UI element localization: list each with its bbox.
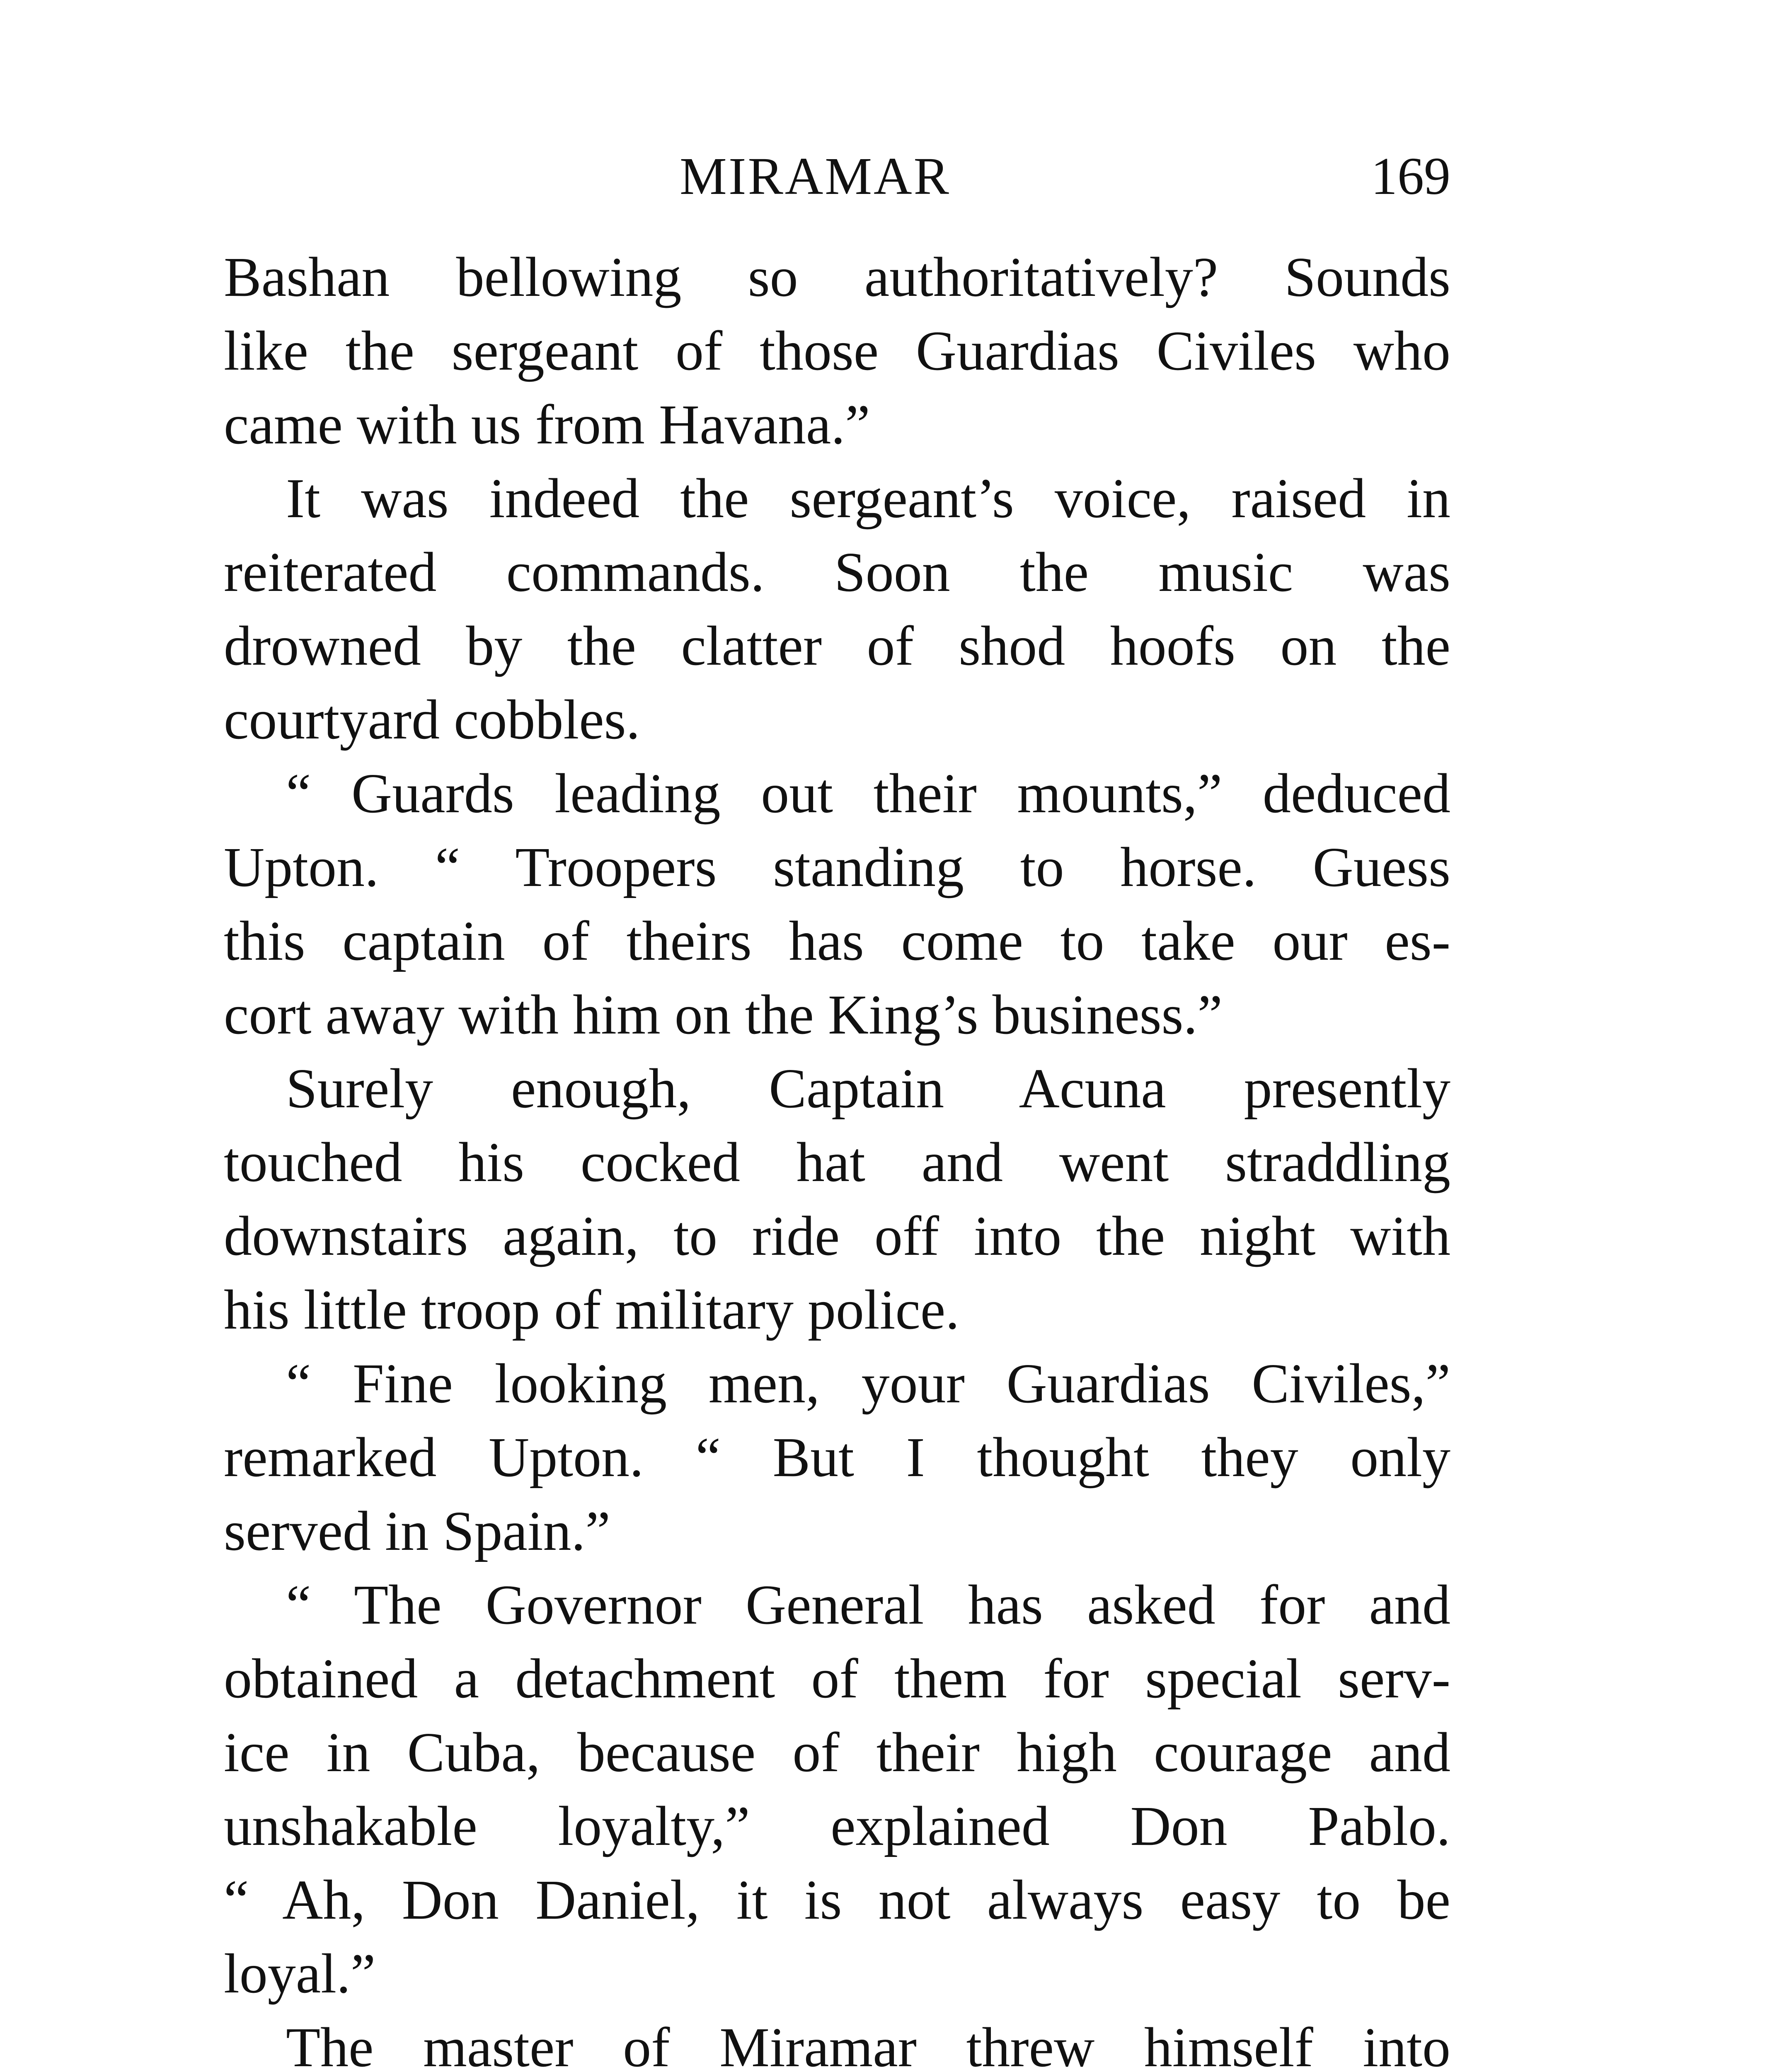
- text-line: downstairs again, to ride off into the night with: [224, 1205, 1450, 1267]
- text-line: cort away with him on the King’s business.”: [224, 984, 1223, 1046]
- text-line: It was indeed the sergeant’s voice, raised in: [286, 467, 1450, 530]
- text-line: touched his cocked hat and went straddling: [224, 1131, 1450, 1193]
- text-line: drowned by the clatter of shod hoofs on the: [224, 615, 1450, 677]
- text-line: loyal.”: [224, 1943, 376, 2005]
- text-line: like the sergeant of those Guardias Civiles who: [224, 320, 1450, 382]
- page-number: 169: [1371, 147, 1450, 206]
- text-line: served in Spain.”: [224, 1500, 610, 1562]
- text-line: Bashan bellowing so authoritatively? Sounds: [224, 246, 1450, 308]
- text-line: his little troop of military police.: [224, 1279, 960, 1341]
- running-title: MIRAMAR: [680, 147, 951, 206]
- text-line: reiterated commands. Soon the music was: [224, 541, 1450, 603]
- text-line: obtained a detachment of them for special serv-: [224, 1648, 1450, 1710]
- text-line: remarked Upton. “ But I thought they only: [224, 1426, 1450, 1489]
- text-line: “ Ah, Don Daniel, it is not always easy to be: [224, 1869, 1450, 1931]
- text-line: this captain of theirs has come to take our es-: [224, 910, 1450, 972]
- text-line: unshakable loyalty,” explained Don Pablo.: [224, 1795, 1450, 1857]
- text-line: Upton. “ Troopers standing to horse. Guess: [224, 836, 1450, 898]
- text-line: “ The Governor General has asked for and: [286, 1574, 1450, 1636]
- text-line: “ Fine looking men, your Guardias Civiles,”: [286, 1353, 1450, 1415]
- text-line: came with us from Havana.”: [224, 394, 870, 456]
- body-text: [224, 240, 1450, 2072]
- text-line: Surely enough, Captain Acuna presently: [286, 1058, 1450, 1120]
- text-line: The master of Miramar threw himself into: [286, 2016, 1450, 2072]
- text-line: ice in Cuba, because of their high courage and: [224, 1721, 1450, 1784]
- text-line: “ Guards leading out their mounts,” deduced: [286, 762, 1450, 825]
- page-header: [224, 143, 1450, 209]
- text-line: courtyard cobbles.: [224, 689, 640, 751]
